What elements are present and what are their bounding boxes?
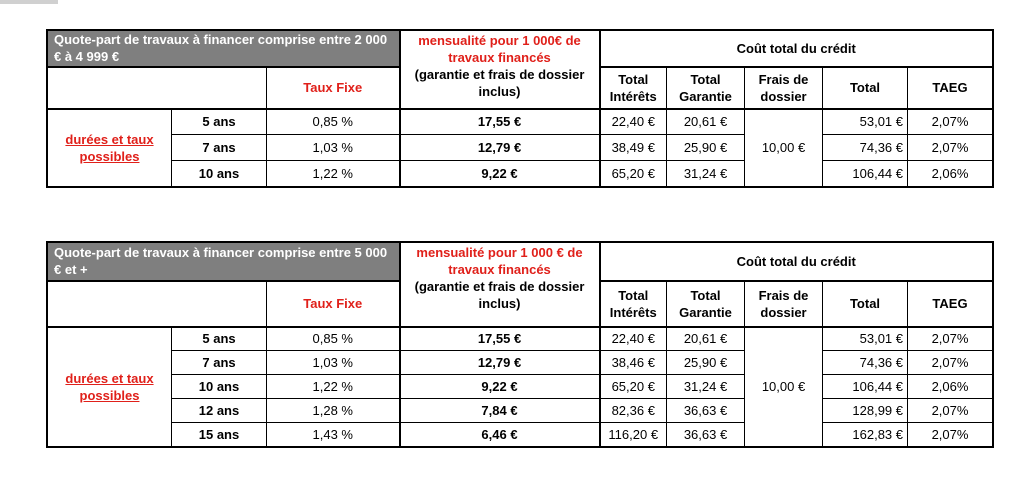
row-taux: 1,22 % <box>267 161 400 187</box>
mensualite-header-red: mensualité pour 1 000€ de travaux financés <box>418 33 581 65</box>
row-taeg: 2,07% <box>908 327 993 351</box>
table2-frais-value: 10,00 € <box>745 327 823 447</box>
row-taeg: 2,07% <box>908 399 993 423</box>
row-duree: 7 ans <box>172 351 267 375</box>
table1-col-frais-dossier: Frais de dossier <box>745 67 823 109</box>
row-duree: 12 ans <box>172 399 267 423</box>
row-garantie: 25,90 € <box>667 135 745 161</box>
table1-col-taeg: TAEG <box>908 67 993 109</box>
row-taeg: 2,07% <box>908 351 993 375</box>
row-taux: 0,85 % <box>267 327 400 351</box>
row-garantie: 36,63 € <box>667 399 745 423</box>
row-garantie: 20,61 € <box>667 109 745 135</box>
row-total: 128,99 € <box>823 399 908 423</box>
table2-title: Quote-part de travaux à financer comprise entre 5 000 € et + <box>48 243 400 281</box>
row-duree: 5 ans <box>172 327 267 351</box>
row-taeg: 2,07% <box>908 135 993 161</box>
row-interets: 22,40 € <box>600 109 667 135</box>
row-garantie: 31,24 € <box>667 375 745 399</box>
table-row <box>48 423 993 447</box>
mensualite-header-red: mensualité pour 1 000 € de travaux financés <box>416 245 583 277</box>
table2-col-total-garantie: Total Garantie <box>667 281 745 327</box>
row-taux: 1,22 % <box>267 375 400 399</box>
row-mensualite: 9,22 € <box>400 375 600 399</box>
table1-mensualite-header <box>400 31 600 109</box>
table1-col-total-garantie: Total Garantie <box>667 67 745 109</box>
table-row <box>48 161 993 187</box>
table-row <box>48 109 993 135</box>
table2-taux-fixe-header: Taux Fixe <box>267 281 400 327</box>
table1-col-total: Total <box>823 67 908 109</box>
row-taux: 1,03 % <box>267 135 400 161</box>
row-total: 53,01 € <box>823 109 908 135</box>
row-interets: 82,36 € <box>600 399 667 423</box>
table2-col-taeg: TAEG <box>908 281 993 327</box>
mensualite-header-note: (garantie et frais de dossier inclus) <box>414 67 585 99</box>
table2-col-total-interets: Total Intérêts <box>600 281 667 327</box>
table-row <box>48 375 993 399</box>
row-interets: 38,46 € <box>600 351 667 375</box>
table1-title: Quote-part de travaux à financer comprise entre 2 000 € à 4 999 € <box>48 31 400 67</box>
row-taeg: 2,07% <box>908 109 993 135</box>
row-taux: 1,28 % <box>267 399 400 423</box>
tarif-table-1 <box>47 30 993 187</box>
row-mensualite: 7,84 € <box>400 399 600 423</box>
row-garantie: 31,24 € <box>667 161 745 187</box>
row-garantie: 20,61 € <box>667 327 745 351</box>
row-mensualite: 12,79 € <box>400 351 600 375</box>
row-mensualite: 6,46 € <box>400 423 600 447</box>
row-total: 106,44 € <box>823 375 908 399</box>
table-row <box>48 399 993 423</box>
table-row <box>48 135 993 161</box>
table2-durees-label: durées et taux possibles <box>48 327 172 447</box>
row-duree: 7 ans <box>172 135 267 161</box>
row-total: 74,36 € <box>823 135 908 161</box>
top-decorative-bar <box>0 0 58 4</box>
table1-blank-header <box>48 67 267 109</box>
table2-mensualite-header <box>400 243 600 327</box>
table2-cout-total-header: Coût total du crédit <box>600 243 993 281</box>
row-interets: 22,40 € <box>600 327 667 351</box>
row-total: 162,83 € <box>823 423 908 447</box>
row-total: 74,36 € <box>823 351 908 375</box>
row-garantie: 36,63 € <box>667 423 745 447</box>
row-interets: 116,20 € <box>600 423 667 447</box>
table1-taux-fixe-header: Taux Fixe <box>267 67 400 109</box>
row-taux: 0,85 % <box>267 109 400 135</box>
table2-blank-header <box>48 281 267 327</box>
table2-col-total: Total <box>823 281 908 327</box>
row-duree: 15 ans <box>172 423 267 447</box>
row-interets: 38,49 € <box>600 135 667 161</box>
table1-durees-label: durées et taux possibles <box>48 109 172 187</box>
row-mensualite: 17,55 € <box>400 327 600 351</box>
table1-cout-total-header: Coût total du crédit <box>600 31 993 67</box>
row-taeg: 2,06% <box>908 161 993 187</box>
row-total: 53,01 € <box>823 327 908 351</box>
table1-frais-value: 10,00 € <box>745 109 823 187</box>
row-mensualite: 17,55 € <box>400 109 600 135</box>
row-taeg: 2,06% <box>908 375 993 399</box>
tarif-table-2 <box>47 242 993 447</box>
row-taeg: 2,07% <box>908 423 993 447</box>
table-row <box>48 327 993 351</box>
row-duree: 5 ans <box>172 109 267 135</box>
row-taux: 1,03 % <box>267 351 400 375</box>
row-interets: 65,20 € <box>600 375 667 399</box>
mensualite-header-note: (garantie et frais de dossier inclus) <box>414 279 585 311</box>
table1-col-total-interets: Total Intérêts <box>600 67 667 109</box>
row-duree: 10 ans <box>172 375 267 399</box>
row-interets: 65,20 € <box>600 161 667 187</box>
row-duree: 10 ans <box>172 161 267 187</box>
row-total: 106,44 € <box>823 161 908 187</box>
row-mensualite: 12,79 € <box>400 135 600 161</box>
table-row <box>48 351 993 375</box>
row-taux: 1,43 % <box>267 423 400 447</box>
row-mensualite: 9,22 € <box>400 161 600 187</box>
row-garantie: 25,90 € <box>667 351 745 375</box>
table2-col-frais-dossier: Frais de dossier <box>745 281 823 327</box>
